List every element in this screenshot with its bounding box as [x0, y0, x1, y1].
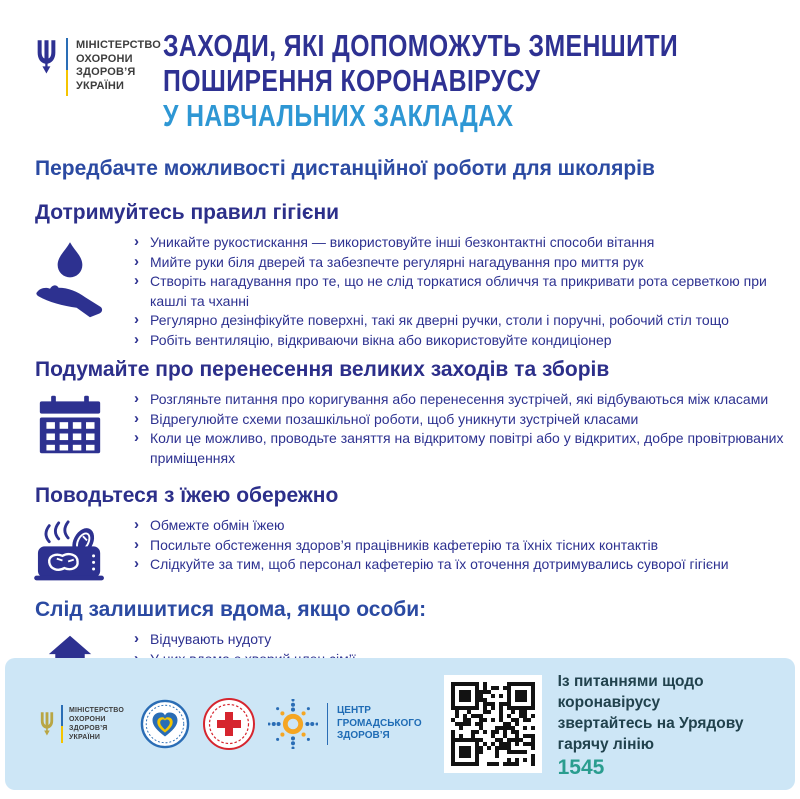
ministry-name-line: ЗДОРОВ’Я	[69, 725, 108, 732]
phc-name-line: ЦЕНТР	[336, 705, 371, 717]
bullet-text: Обмежте обмін їжею	[150, 517, 285, 533]
chevron-bullet-icon: ›	[134, 330, 139, 348]
section-heading: Поводьтеся з їжею обережно	[35, 484, 339, 507]
chevron-bullet-icon: ›	[134, 390, 139, 407]
food-plate-icon	[33, 520, 107, 586]
heart-association-logo	[140, 699, 190, 749]
chevron-bullet-icon: ›	[134, 272, 139, 289]
section-heading: Дотримуйтесь правил гігієни	[35, 201, 340, 224]
ministry-name-line: МІНІСТЕРСТВО	[76, 39, 162, 51]
chevron-bullet-icon: ›	[134, 252, 139, 270]
flag-divider	[61, 705, 63, 743]
page-title	[161, 28, 800, 133]
trident-icon	[39, 711, 55, 737]
list-item	[134, 429, 790, 468]
public-health-center-logo	[268, 699, 422, 749]
chevron-bullet-icon: ›	[134, 630, 139, 647]
ministry-name-line: МІНІСТЕРСТВО	[69, 707, 124, 714]
qr-code	[444, 675, 542, 773]
ministry-name-line: ОХОРОНИ	[69, 716, 106, 723]
list-item	[134, 410, 790, 430]
section-heading: Слід залишитися вдома, якщо особи:	[35, 598, 427, 621]
title-line-2: ПОШИРЕННЯ КОРОНАВІРУСУ	[163, 63, 541, 98]
list-item	[134, 253, 790, 273]
calendar-icon	[37, 394, 103, 456]
dotted-sun-icon	[268, 699, 318, 749]
ministry-name-line: ОХОРОНИ	[76, 52, 133, 65]
bullet-list	[116, 390, 800, 468]
section-heading: Подумайте про перенесення великих заходів та зборів	[35, 358, 610, 381]
list-item	[134, 272, 790, 311]
list-item	[134, 555, 729, 575]
section-events	[0, 358, 800, 468]
intro-heading: Передбачте можливості дистанційної роботи для школярів	[35, 157, 655, 180]
bullet-list	[116, 516, 739, 575]
phc-name-line: ЗДОРОВ’Я	[336, 730, 390, 742]
public-health-center-name	[337, 705, 422, 743]
ministry-name	[76, 38, 161, 96]
bullet-text: Створіть нагадування про те, що не слід торкатися обличчя та прикривати рота серветкою при кашлі та чханні	[150, 273, 767, 309]
list-item	[134, 536, 729, 556]
chevron-bullet-icon: ›	[134, 429, 139, 446]
section-hygiene	[0, 201, 800, 350]
footer	[5, 658, 795, 790]
chevron-bullet-icon: ›	[134, 311, 139, 328]
qr-code-pattern	[451, 682, 535, 766]
list-item	[134, 630, 356, 650]
bullet-text: Відрегулюйте схеми позашкільної роботи, щоб уникнути зустрічей класами	[150, 410, 639, 427]
ministry-name	[69, 706, 124, 742]
section-food	[0, 484, 800, 586]
chevron-bullet-icon: ›	[134, 555, 139, 572]
chevron-bullet-icon: ›	[134, 535, 139, 553]
chevron-bullet-icon: ›	[134, 233, 139, 250]
chevron-bullet-icon: ›	[134, 409, 139, 427]
chevron-bullet-icon: ›	[134, 516, 139, 533]
ministry-name-line: УКРАЇНИ	[69, 734, 101, 741]
list-item	[134, 331, 790, 351]
list-item	[134, 516, 729, 536]
trident-icon	[35, 38, 58, 76]
ministry-name-line: УКРАЇНИ	[76, 79, 125, 92]
bullet-text: Мийте руки біля дверей та забезпечте регулярні нагадування про миття рук	[150, 253, 644, 270]
hand-water-drop-icon	[32, 237, 108, 331]
hotline-number: 1545	[557, 755, 605, 779]
ministry-name-line: ЗДОРОВ’Я	[76, 66, 136, 78]
bullet-text: Робіть вентиляцію, відкриваючи вікна або використовуйте кондиціонер	[150, 331, 612, 348]
ministry-of-health-logo-footer	[39, 705, 124, 743]
hotline-text-line: звертайтесь на Урядову гарячу лінію	[557, 714, 744, 753]
ministry-of-health-logo	[35, 28, 161, 96]
bullet-text: Коли це можливо, проводьте заняття на відкритому повітрі або у відкритих, добре провітрюваних приміщеннях	[150, 430, 784, 466]
divider	[327, 703, 328, 745]
phc-name-line: ГРОМАДСЬКОГО	[336, 717, 422, 729]
red-cross-society-logo	[202, 697, 256, 751]
hotline-text-line: Із питаннями щодо коронавірусу	[557, 672, 704, 711]
bullet-text: Регулярно дезінфікуйте поверхні, такі як дверні ручки, столи і поручні, робочий стіл тощо	[150, 312, 729, 328]
header	[0, 0, 800, 133]
list-item	[134, 233, 790, 253]
list-item	[134, 390, 790, 410]
bullet-text: Уникайте рукостискання — використовуйте інші безконтактні способи вітання	[150, 234, 655, 250]
bullet-list	[116, 233, 800, 350]
bullet-text: Відчувають нудоту	[150, 631, 272, 647]
list-item	[134, 311, 790, 331]
title-line-3: У НАВЧАЛЬНИХ ЗАКЛАДАХ	[163, 98, 514, 133]
hotline-info	[558, 671, 775, 778]
bullet-text: Розгляньте питання про коригування або перенесення зустрічей, які відбуваються між класами	[150, 391, 769, 407]
bullet-text: Слідкуйте за тим, щоб персонал кафетерію та їх оточення дотримувались суворої гігієни	[150, 556, 729, 572]
bullet-text: Посильте обстеження здоров’я працівників кафетерію та їхніх тісних контактів	[150, 536, 659, 553]
flag-divider	[66, 38, 68, 96]
title-line-1: ЗАХОДИ, ЯКІ ДОПОМОЖУТЬ ЗМЕНШИТИ	[163, 28, 679, 63]
